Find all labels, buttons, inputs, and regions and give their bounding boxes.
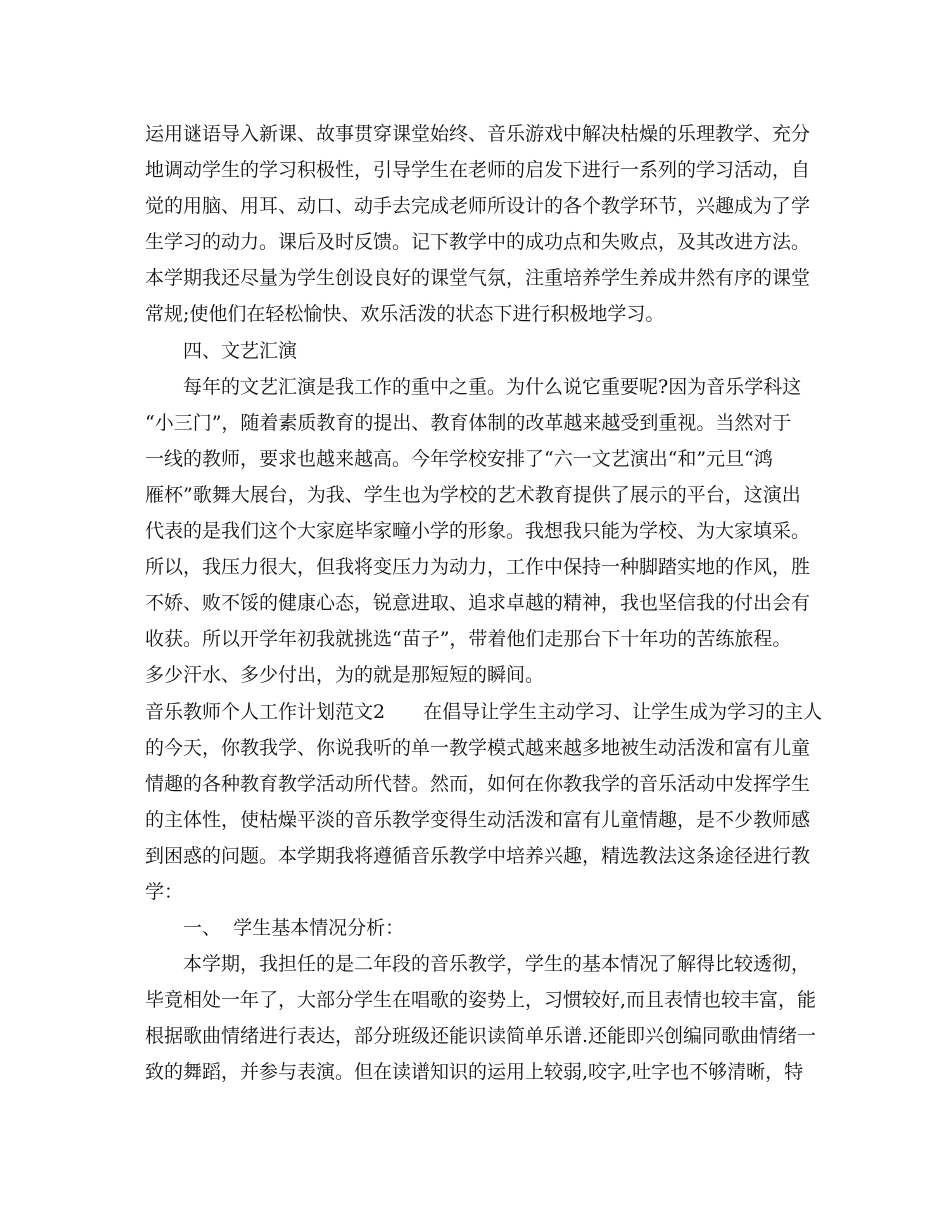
text-line: 到困惑的问题。本学期我将遵循音乐教学中培养兴趣，精选教法这条途径进行教 xyxy=(145,844,811,867)
text-line: 的今天，你教我学、你说我听的单一教学模式越来越多地被生动活泼和富有儿童 xyxy=(145,736,811,759)
text-line: 地调动学生的学习积极性，引导学生在老师的启发下进行一系列的学习活动，自 xyxy=(145,159,811,182)
text-line: 致的舞蹈，并参与表演。但在读谱知识的运用上较弱,咬字,吐字也不够清晰，特 xyxy=(145,1061,804,1084)
text-line: 代表的是我们这个大家庭毕家疃小学的形象。我想我只能为学校、为大家填采。 xyxy=(145,520,811,543)
text-line: 觉的用脑、用耳、动口、动手去完成老师所设计的各个教学环节，兴趣成为了学 xyxy=(145,195,811,218)
text-line: 常规;使他们在轻松愉快、欢乐活泼的状态下进行积极地学习。 xyxy=(145,303,665,326)
text-line: 本学期，我担任的是二年段的音乐教学，学生的基本情况了解得比较透彻， xyxy=(183,953,811,976)
text-line: 所以，我压力很大，但我将变压力为动力，工作中保持一种脚踏实地的作风，胜 xyxy=(145,556,811,579)
text-line: 不娇、败不馁的健康心态，锐意进取、追求卓越的精神，我也坚信我的付出会有 xyxy=(145,592,811,615)
section-heading: 一、 学生基本情况分析： xyxy=(183,917,405,940)
text-line: 收获。所以开学年初我就挑选“苗子”，带着他们走那台下十年功的苦练旅程。 xyxy=(145,628,792,651)
document-body xyxy=(145,116,823,1091)
text-line: 的主体性，使枯燥平淡的音乐教学变得生动活泼和富有儿童情趣，是不少教师感 xyxy=(145,808,811,831)
text-line: 生学习的动力。课后及时反馈。记下教学中的成功点和失败点，及其改进方法。 xyxy=(145,231,811,254)
text-line: 在倡导让学生主动学习、让学生成为学习的主人 xyxy=(423,700,823,723)
article-title: 音乐教师个人工作计划范文2 xyxy=(145,700,386,723)
text-line: 本学期我还尽量为学生创设良好的课堂气氛，注重培养学生养成井然有序的课堂 xyxy=(145,267,811,290)
text-line: 根据歌曲情绪进行表达，部分班级还能识读简单乐谱.还能即兴创编同歌曲情绪一 xyxy=(145,1025,817,1048)
section-heading: 四、文艺汇演 xyxy=(183,339,298,362)
text-line: 学： xyxy=(145,880,184,903)
text-line: 雁杯”歌舞大展台，为我、学生也为学校的艺术教育提供了展示的平台，这演出 xyxy=(145,483,801,506)
text-line: 一线的教师，要求也越来越高。今年学校安排了“六一文艺演出“和”元旦“鸿 xyxy=(145,447,773,470)
text-line: “小三门”，随着素质教育的提出、教育体制的改革越来越受到重视。当然对于 xyxy=(145,411,792,434)
article-title-line xyxy=(145,694,823,730)
text-line: 运用谜语导入新课、故事贯穿课堂始终、音乐游戏中解决枯燥的乐理教学、充分 xyxy=(145,123,811,145)
text-line: 情趣的各种教育教学活动所代替。然而，如何在你教我学的音乐活动中发挥学生 xyxy=(145,772,811,795)
text-line: 每年的文艺汇演是我工作的重中之重。为什么说它重要呢?因为音乐学科这 xyxy=(183,375,802,398)
text-line: 毕竟相处一年了，大部分学生在唱歌的姿势上，习惯较好,而且表情也较丰富，能 xyxy=(145,989,817,1012)
text-line: 多少汗水、多少付出，为的就是那短短的瞬间。 xyxy=(145,664,545,687)
